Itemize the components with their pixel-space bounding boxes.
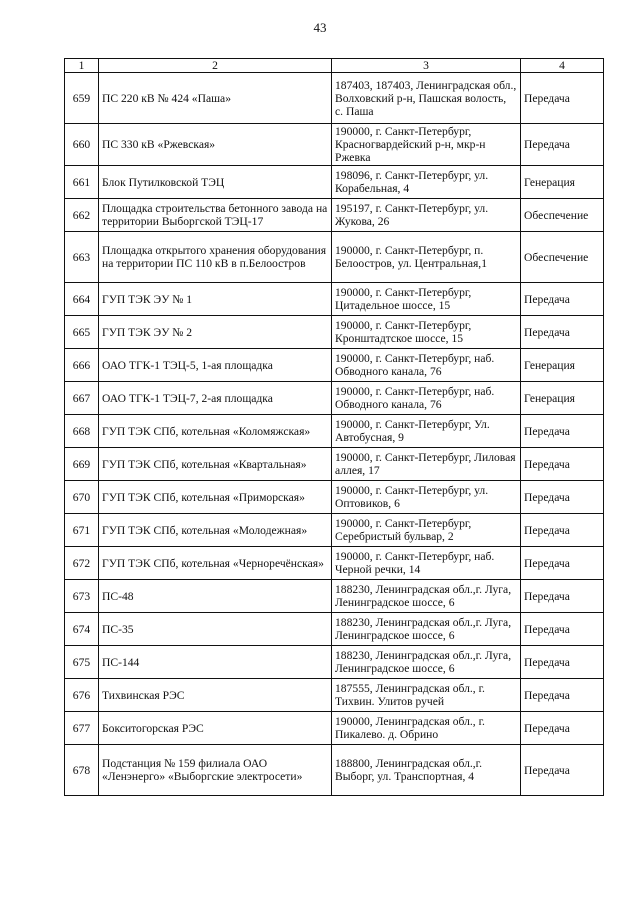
row-number: 673 [65, 580, 99, 613]
facility-type: Передача [521, 481, 604, 514]
facility-name: ГУП ТЭК ЭУ № 2 [99, 316, 332, 349]
table-row [65, 232, 604, 283]
facility-type: Передача [521, 745, 604, 796]
facility-address: 190000, Ленинградская обл., г. Пикалево. д. Обрино [332, 712, 521, 745]
facility-type: Передача [521, 613, 604, 646]
facilities-table [64, 58, 604, 796]
row-number: 672 [65, 547, 99, 580]
facility-type: Передача [521, 124, 604, 166]
row-number: 677 [65, 712, 99, 745]
facility-address: 190000, г. Санкт-Петербург, Лиловая аллея, 17 [332, 448, 521, 481]
column-header-3: 3 [332, 59, 521, 73]
facility-type: Передача [521, 316, 604, 349]
row-number: 659 [65, 73, 99, 124]
facility-address: 190000, г. Санкт-Петербург, Цитадельное шоссе, 15 [332, 283, 521, 316]
facility-type: Обеспечение [521, 232, 604, 283]
row-number: 668 [65, 415, 99, 448]
row-number: 671 [65, 514, 99, 547]
facility-type: Передача [521, 679, 604, 712]
row-number: 676 [65, 679, 99, 712]
facility-name: ПС 330 кВ «Ржевская» [99, 124, 332, 166]
facility-type: Передача [521, 547, 604, 580]
column-header-1: 1 [65, 59, 99, 73]
page-number: 43 [313, 20, 327, 35]
table-row [65, 349, 604, 382]
facility-type: Передача [521, 712, 604, 745]
facility-address: 188230, Ленинградская обл.,г. Луга, Ленинградское шоссе, 6 [332, 580, 521, 613]
facility-name: ГУП ТЭК ЭУ № 1 [99, 283, 332, 316]
facility-name: ГУП ТЭК СПб, котельная «Приморская» [99, 481, 332, 514]
row-number: 663 [65, 232, 99, 283]
table-row [65, 382, 604, 415]
facility-address: 190000, г. Санкт-Петербург, наб. Обводного канала, 76 [332, 349, 521, 382]
column-header-2: 2 [99, 59, 332, 73]
table-row [65, 613, 604, 646]
row-number: 662 [65, 199, 99, 232]
facility-name: Площадка открытого хранения оборудования на территории ПС 110 кВ в п.Белоостров [99, 232, 332, 283]
facility-name: ПС-144 [99, 646, 332, 679]
row-number: 661 [65, 166, 99, 199]
facility-type: Генерация [521, 166, 604, 199]
facility-name: Подстанция № 159 филиала ОАО «Ленэнерго» «Выборгские электросети» [99, 745, 332, 796]
table-row [65, 679, 604, 712]
facility-type: Передача [521, 646, 604, 679]
facility-type: Передача [521, 73, 604, 124]
facility-name: Блок Путилковской ТЭЦ [99, 166, 332, 199]
facility-address: 190000, г. Санкт-Петербург, наб. Черной речки, 14 [332, 547, 521, 580]
facility-name: ГУП ТЭК СПб, котельная «Коломяжская» [99, 415, 332, 448]
facility-name: Площадка строительства бетонного завода на территории Выборгской ТЭЦ-17 [99, 199, 332, 232]
table-row [65, 481, 604, 514]
table-row [65, 415, 604, 448]
facility-address: 190000, г. Санкт-Петербург, Красногвардейский р-н, мкр-н Ржевка [332, 124, 521, 166]
facility-type: Обеспечение [521, 199, 604, 232]
table-row [65, 316, 604, 349]
facility-address: 188800, Ленинградская обл.,г. Выборг, ул. Транспортная, 4 [332, 745, 521, 796]
column-header-4: 4 [521, 59, 604, 73]
facility-name: ГУП ТЭК СПб, котельная «Молодежная» [99, 514, 332, 547]
row-number: 666 [65, 349, 99, 382]
facility-address: 188230, Ленинградская обл.,г. Луга, Ленинградское шоссе, 6 [332, 646, 521, 679]
row-number: 675 [65, 646, 99, 679]
facility-type: Передача [521, 514, 604, 547]
facility-address: 190000, г. Санкт-Петербург, Серебристый бульвар, 2 [332, 514, 521, 547]
header-row [65, 59, 604, 73]
table-row [65, 166, 604, 199]
row-number: 669 [65, 448, 99, 481]
facility-type: Передача [521, 283, 604, 316]
facility-address: 187403, 187403, Ленинградская обл., Волховский р-н, Пашская волость, с. Паша [332, 73, 521, 124]
row-number: 660 [65, 124, 99, 166]
facility-name: ПС 220 кВ № 424 «Паша» [99, 73, 332, 124]
facility-address: 190000, г. Санкт-Петербург, п. Белоостров, ул. Центральная,1 [332, 232, 521, 283]
row-number: 674 [65, 613, 99, 646]
facility-name: ОАО ТГК-1 ТЭЦ-7, 2-ая площадка [99, 382, 332, 415]
facility-name: ПС-35 [99, 613, 332, 646]
facility-name: ОАО ТГК-1 ТЭЦ-5, 1-ая площадка [99, 349, 332, 382]
row-number: 664 [65, 283, 99, 316]
facility-type: Передача [521, 448, 604, 481]
facility-address: 198096, г. Санкт-Петербург, ул. Корабельная, 4 [332, 166, 521, 199]
row-number: 670 [65, 481, 99, 514]
facility-type: Передача [521, 580, 604, 613]
facility-type: Генерация [521, 382, 604, 415]
facility-address: 195197, г. Санкт-Петербург, ул. Жукова, 26 [332, 199, 521, 232]
facility-name: ГУП ТЭК СПб, котельная «Квартальная» [99, 448, 332, 481]
table-row [65, 646, 604, 679]
facility-address: 190000, г. Санкт-Петербург, наб. Обводного канала, 76 [332, 382, 521, 415]
table-row [65, 199, 604, 232]
facility-address: 187555, Ленинградская обл., г. Тихвин. Улитов ручей [332, 679, 521, 712]
facility-address: 190000, г. Санкт-Петербург, Ул. Автобусная, 9 [332, 415, 521, 448]
facility-name: Тихвинская РЭС [99, 679, 332, 712]
facility-name: ГУП ТЭК СПб, котельная «Черноречёнская» [99, 547, 332, 580]
row-number: 665 [65, 316, 99, 349]
table-row [65, 124, 604, 166]
table-row [65, 547, 604, 580]
facility-name: ПС-48 [99, 580, 332, 613]
facility-name: Бокситогорская РЭС [99, 712, 332, 745]
row-number: 667 [65, 382, 99, 415]
facility-type: Передача [521, 415, 604, 448]
facility-address: 188230, Ленинградская обл.,г. Луга, Ленинградское шоссе, 6 [332, 613, 521, 646]
row-number: 678 [65, 745, 99, 796]
table-row [65, 745, 604, 796]
facility-type: Генерация [521, 349, 604, 382]
table-row [65, 514, 604, 547]
table-row [65, 448, 604, 481]
table-row [65, 73, 604, 124]
facility-address: 190000, г. Санкт-Петербург, Кронштадтское шоссе, 15 [332, 316, 521, 349]
facility-address: 190000, г. Санкт-Петербург, ул. Оптовиков, 6 [332, 481, 521, 514]
table-row [65, 283, 604, 316]
table-row [65, 712, 604, 745]
table-row [65, 580, 604, 613]
